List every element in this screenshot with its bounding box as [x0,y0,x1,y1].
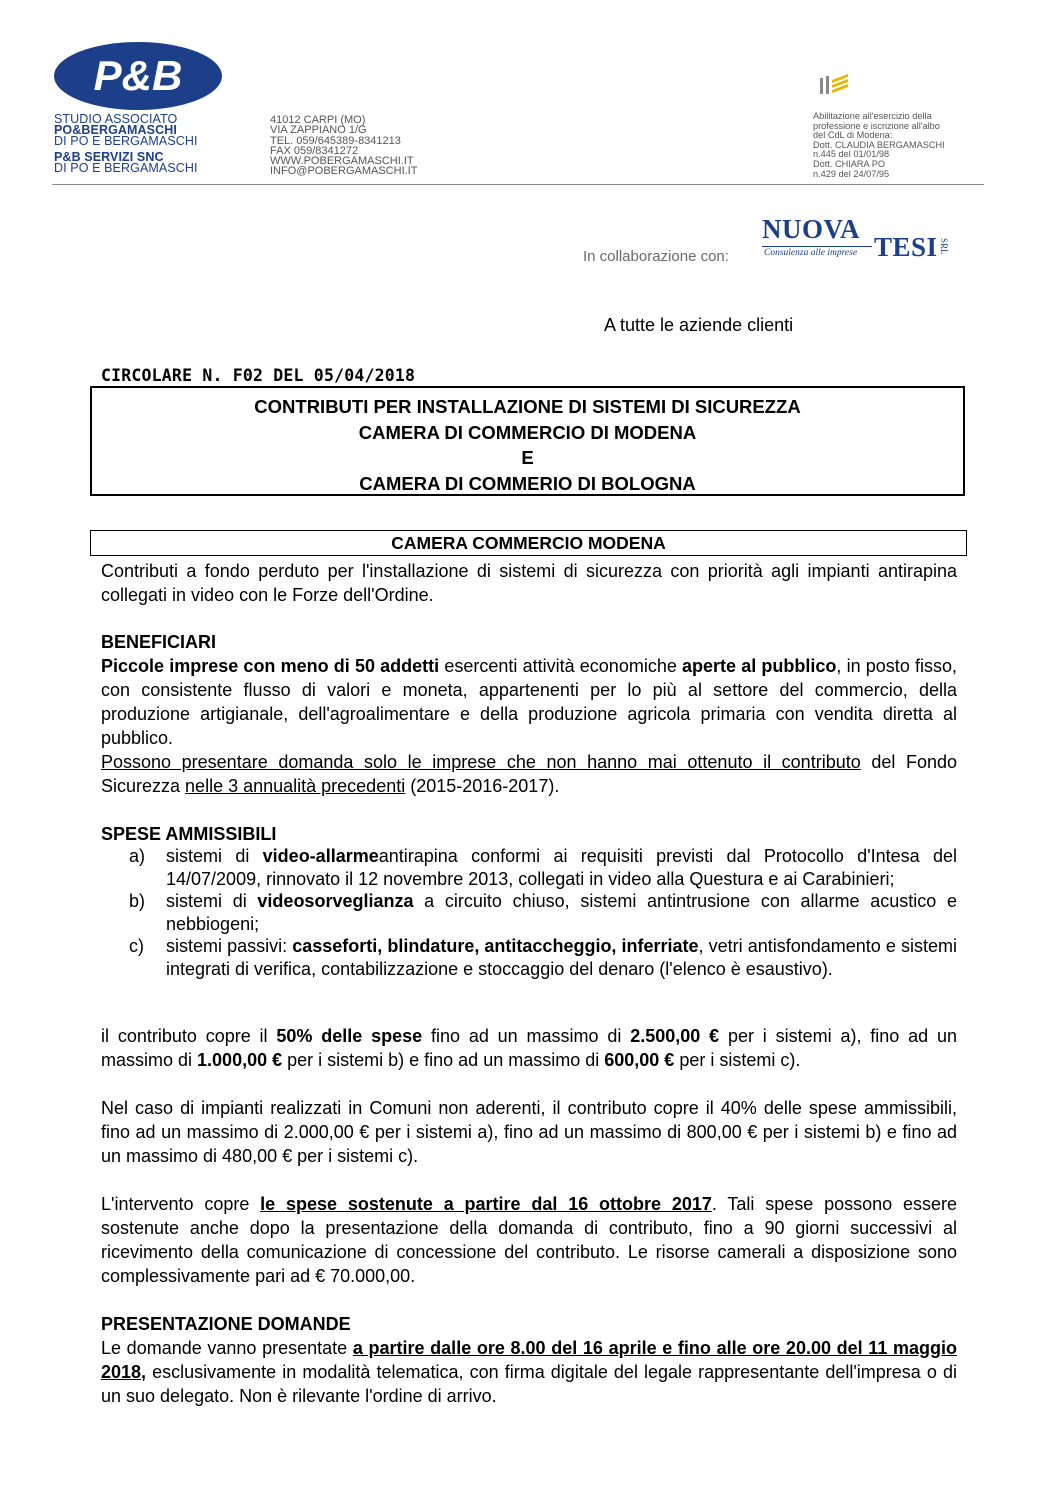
servizi-line: DI PO E BERGAMASCHI [54,161,198,175]
beneficiari-text: esercenti attività economiche [439,656,683,676]
title-line: CONTRIBUTI PER INSTALLAZIONE DI SISTEMI DI SICUREZZA [254,396,801,417]
list-item-text: sistemi passivi: [166,936,293,956]
recipient: A tutte le aziende clienti [604,315,794,335]
list-item-label: b) [129,891,146,911]
intervento-paragraph [101,1192,957,1288]
beneficiari-condition [101,750,957,798]
abilitazione-line: n.429 del 24/07/95 [813,168,890,179]
servizi-line: P&B SERVIZI SNC [54,150,164,164]
list-item-label: a) [129,846,146,866]
studio-line: PO&BERGAMASCHI [54,123,177,137]
list-item-text: sistemi di [166,846,263,866]
address-block [270,115,417,177]
email-link[interactable]: INFO@POBERGAMASCHI.IT [270,165,418,178]
logo-tagline: Consulenza alle imprese [764,248,858,258]
condition-underlined: nelle 3 annualità precedenti [185,776,406,796]
contributo-text: il contributo copre il [101,1026,277,1046]
logo-suffix: SRL [939,238,949,255]
intervento-text: L'intervento copre [101,1194,261,1214]
logo-word-nuova: NUOVA [762,214,861,244]
title-line: CAMERA DI COMMERCIO DI MODENA [358,421,697,443]
abilitazione-line: n.445 del 01/01/98 [813,149,890,160]
header-divider [52,184,984,185]
contributo-text: per i sistemi b) e fino ad un massimo di [282,1050,605,1070]
list-item-text: antirapina conformi ai requisiti previsti dal Protocollo d'Intesa del 14/07/2009, rinnovato il 12 novembre 2013, collegati in video alla Questura e ai Carabinieri; [166,846,958,889]
section-title: CAMERA COMMERCIO MODENA [90,530,967,556]
abilitazione-line: Abilitazione all'esercizio della [813,111,932,121]
contributo-bold: 2.500,00 € [630,1026,720,1046]
phone-line: TEL. 059/645389-8341213 [270,134,401,147]
abilitazione-line: professione e iscrizione all'albo [813,120,940,131]
spese-heading: SPESE AMMISSIBILI [101,824,277,844]
contributo-bold: 50% delle spese [276,1026,423,1046]
circolare-number: CIRCOLARE N. F02 DEL 05/04/2018 [101,366,416,385]
presentazione-heading: PRESENTAZIONE DOMANDE [101,1314,351,1334]
studio-line: STUDIO ASSOCIATO [54,112,178,126]
pb-logo [52,40,224,112]
title-line: CAMERA DI COMMERIO DI BOLOGNA [359,472,696,494]
beneficiari-heading: BENEFICIARI [101,632,217,652]
nuova-tesi-logo [762,212,956,264]
condition-text: del Fondo Sicurezza [101,752,958,796]
intervento-bold-underlined: le spese sostenute a partire dal 16 ottobre 2017 [260,1194,712,1214]
intro-paragraph: Contributi a fondo perduto per l'installazione di sistemi di sicurezza con priorità agli impianti antirapina collegati in video con le Forze dell'Ordine. [101,561,957,605]
list-item-label: c) [129,936,144,956]
spese-list [129,845,957,980]
title-line: E [521,447,534,468]
address-line: VIA ZAPPIANO 1/G [270,124,367,137]
beneficiari-text: , in posto fisso, con consistente flusso di valori e moneta, appartenenti per lo più al settore del commercio, della produzione artigianale, dell'agroalimentare e della produzione agricola primaria con vendita diretta al pubblico. [101,656,958,748]
website-link[interactable]: WWW.POBERGAMASCHI.IT [270,155,414,168]
contributo-paragraph [101,1024,957,1072]
abilitazione-line: del CdL di Modena: [813,130,893,141]
list-item-bold: videosorveglianza [257,891,414,911]
condition-text: (2015-2016-2017). [405,776,560,796]
presentazione-bold-underlined: a partire dalle ore 8.00 del 16 aprile e fino alle ore 20.00 del 11 maggio 2018, [101,1338,957,1382]
abilitazione-line: Dott. CLAUDIA BERGAMASCHI [813,139,945,150]
cdl-stamp-icon [814,72,856,106]
contributo-bold: 1.000,00 € [197,1050,283,1070]
contributo-text: per i sistemi a), fino ad un massimo di [101,1026,957,1070]
studio-name [54,114,198,174]
studio-line: DI PO E BERGAMASCHI [54,134,198,148]
contributo-text: fino ad un massimo di [422,1026,631,1046]
abilitazione-line: Dott. CHIARA PO [813,158,885,169]
address-line: 41012 CARPI (MO) [270,114,366,126]
list-item-bold: casseforti, blindature, antitaccheggio, inferriate [292,936,699,956]
list-item-bold: video-allarme [262,846,379,866]
logo-rule [762,246,872,247]
presentazione-text: esclusivamente in modalità telematica, con firma digitale del legale rappresentante dell'impresa o di un suo delegato. Non è rilevante l'ordine di arrivo. [101,1362,957,1406]
intervento-text: . Tali spese possono essere sostenute anche dopo la presentazione della domanda di contributo, fino a 90 giorni successivi al ricevimento della comunicazione di concessione del contributo. Le risorse camerali a disposizione sono complessivamente pari ad € 70.000,00. [101,1194,957,1286]
logo-text: P&B [93,52,183,99]
fax-line: FAX 059/8341272 [270,144,359,157]
condition-underlined: Possono presentare domanda solo le imprese che non hanno mai ottenuto il contributo [101,752,861,772]
title-box [90,386,965,496]
contributo-text: per i sistemi c). [674,1050,801,1070]
list-item [129,890,957,935]
beneficiari-bold: aperte al pubblico [682,656,837,676]
list-item-text: sistemi di [166,891,258,911]
presentazione-text: Le domande vanno presentate [101,1338,353,1358]
non-aderenti-paragraph: Nel caso di impianti realizzati in Comuni non aderenti, il contributo copre il 40% delle spese ammissibili, fino ad un massimo di 2.000,00 € per i sistemi a), fino ad un massimo di 800,00 € per i sistemi b) e fino ad un massimo di 480,00 € per i sistemi c). [101,1098,957,1166]
collaborazione-label: In collaborazione con: [583,248,729,265]
list-item-text: , vetri antisfondamento e sistemi integrati di verifica, contabilizzazione e stoccaggio del denaro (l'elenco è esaustivo). [166,936,957,979]
beneficiari-paragraph [101,654,957,750]
list-item-text: a circuito chiuso, sistemi antintrusione con allarme acustico e nebbiogeni; [166,891,957,934]
logo-word-tesi: TESI [874,232,938,262]
abilitazione-block [813,112,945,179]
contributo-bold: 600,00 € [604,1050,675,1070]
presentazione-paragraph [101,1336,957,1408]
beneficiari-bold: Piccole imprese con meno di 50 addetti [101,656,440,676]
list-item [129,845,957,890]
list-item [129,935,957,980]
